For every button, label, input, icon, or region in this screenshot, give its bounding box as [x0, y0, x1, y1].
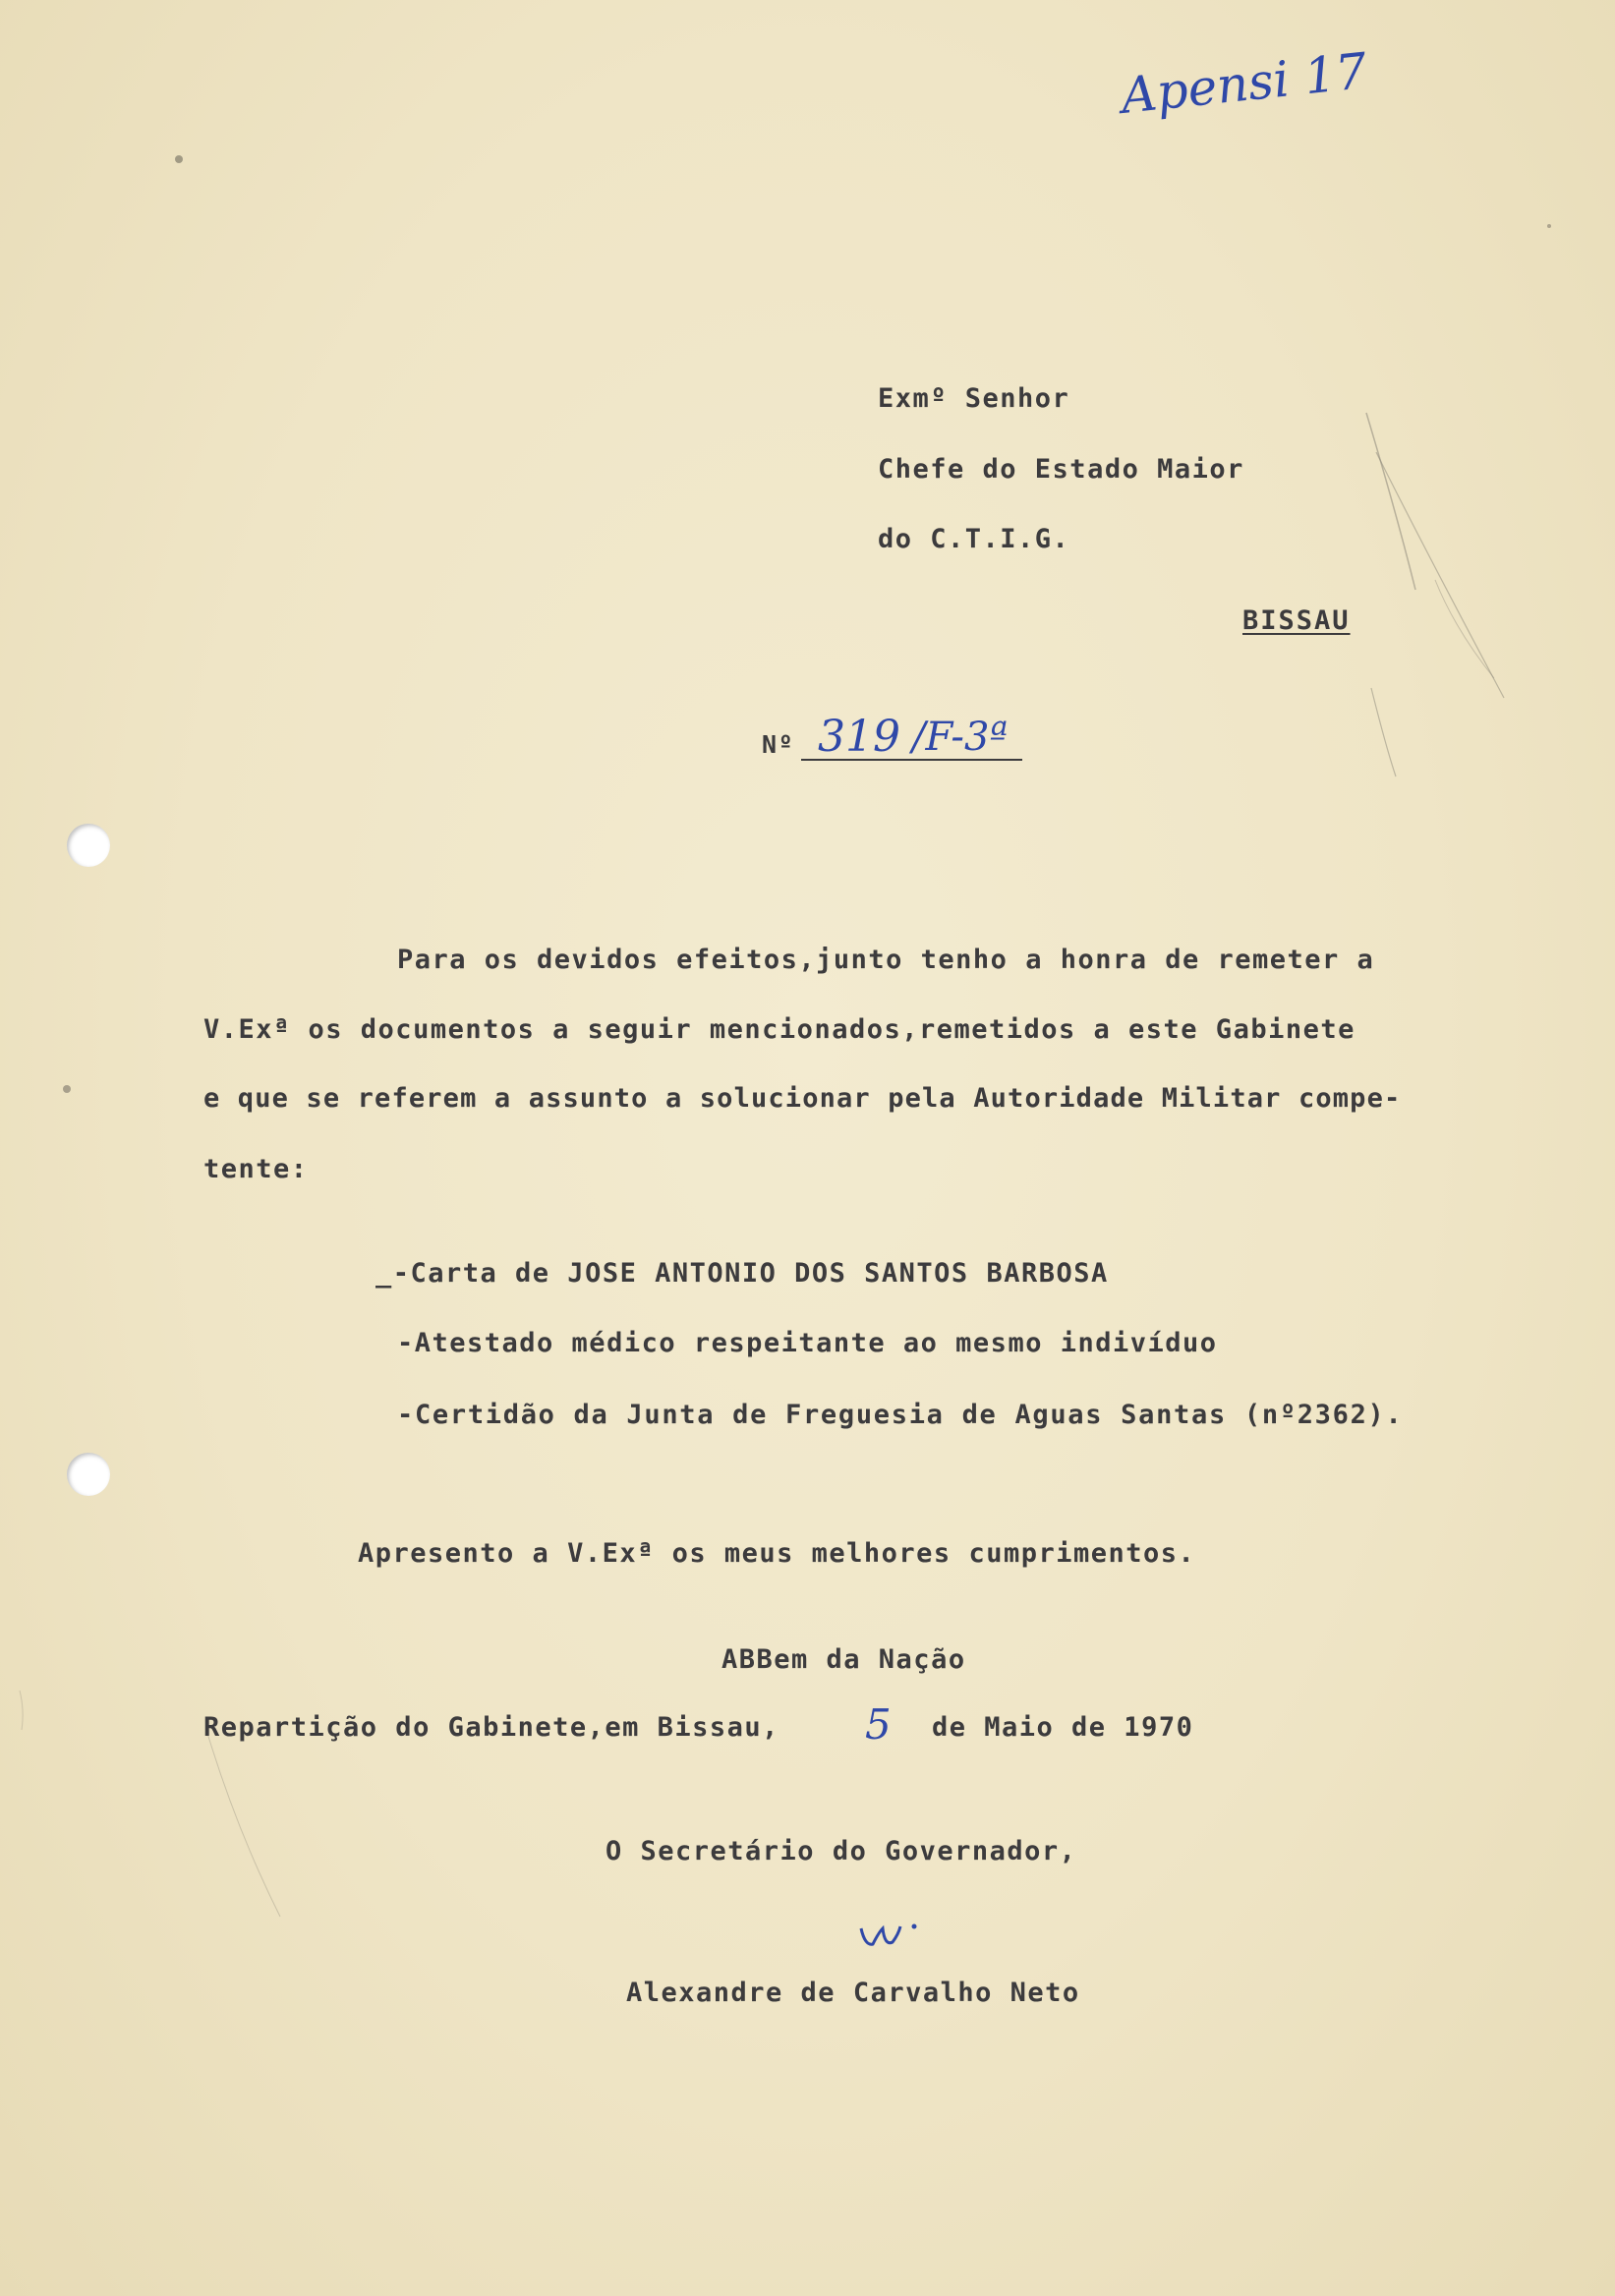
reference-number: 319: [818, 712, 900, 762]
body-line-1: Para os devidos efeitos,junto tenho a honra de remeter a: [397, 945, 1375, 975]
list-item: _-Carta de JOSE ANTONIO DOS SANTOS BARBOSA: [375, 1258, 1109, 1289]
reference-label: Nº: [762, 730, 795, 759]
reference-suffix: /F-3ª: [912, 715, 1009, 760]
list-item: -Atestado médico respeitante ao mesmo indivíduo: [397, 1328, 1218, 1358]
date-line-prefix: Repartição do Gabinete,em Bissau,: [203, 1712, 779, 1743]
recipient-line-1: Exmº Senhor: [878, 383, 1070, 414]
signatory-name: Alexandre de Carvalho Neto: [626, 1978, 1080, 2008]
body-line-3: e que se referem a assunto a solucionar pela Autoridade Militar compe-: [203, 1083, 1402, 1114]
signatory-title: O Secretário do Governador,: [606, 1836, 1077, 1866]
punch-hole-lower: [67, 1453, 110, 1496]
recipient-line-3: do C.T.I.G.: [878, 524, 1070, 554]
handwritten-annotation: Apensi 17: [1118, 42, 1370, 125]
body-line-2: V.Exª os documentos a seguir mencionados,remetidos a este Gabinete: [203, 1014, 1355, 1045]
motto: ABBem da Nação: [721, 1644, 966, 1675]
date-line-suffix: de Maio de 1970: [932, 1712, 1194, 1743]
closing-line: Apresento a V.Exª os meus melhores cumprimentos.: [358, 1538, 1196, 1569]
punch-hole-upper: [67, 824, 110, 867]
recipient-line-2: Chefe do Estado Maior: [878, 454, 1244, 485]
date-day: 5: [865, 1700, 892, 1749]
body-line-4: tente:: [203, 1154, 309, 1184]
recipient-city: BISSAU: [1242, 605, 1351, 636]
list-item: -Certidão da Junta de Freguesia de Aguas Santas (nº2362).: [397, 1400, 1404, 1430]
